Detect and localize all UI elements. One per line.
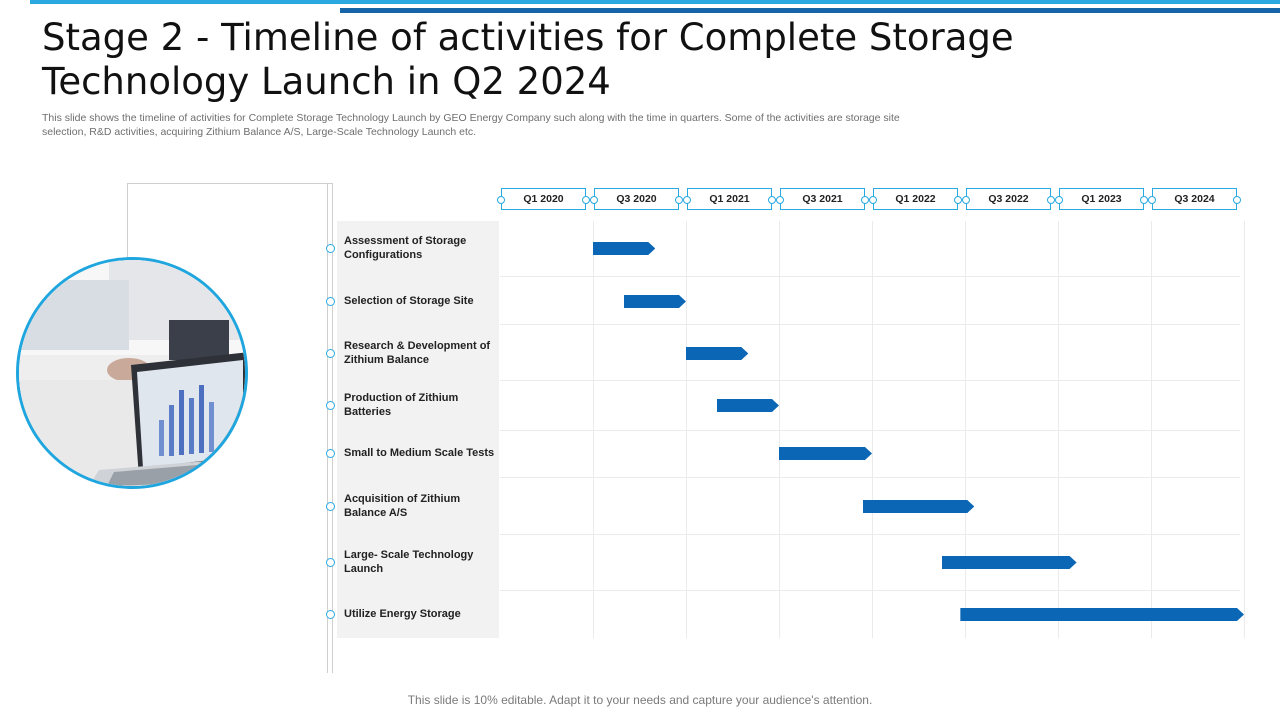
quarter-label: Q1 2022 [873, 188, 958, 210]
laptop-photo [16, 257, 248, 489]
timeline-rail [327, 183, 328, 673]
quarter-connector-dot [683, 196, 691, 204]
gantt-bar [717, 399, 779, 412]
grid-row-line [500, 477, 1240, 478]
quarter-label: Q3 2020 [594, 188, 679, 210]
frame-line-left [127, 183, 128, 259]
frame-line-top [127, 183, 333, 184]
gantt-bar [624, 295, 686, 308]
task-label: Research & Development of Zithium Balance [344, 340, 491, 366]
quarter-connector-dot [768, 196, 776, 204]
top-accent-bar [30, 0, 1280, 4]
grid-row-line [500, 430, 1240, 431]
quarter-connector-dot [954, 196, 962, 204]
quarter-connector-dot [675, 196, 683, 204]
grid-row-line [500, 534, 1240, 535]
quarter-connector-dot [776, 196, 784, 204]
timeline-dot [326, 244, 335, 253]
quarter-connector-dot [861, 196, 869, 204]
footer-note: This slide is 10% editable. Adapt it to your needs and capture your audience's attention. [407, 693, 873, 707]
quarter-connector-dot [1140, 196, 1148, 204]
quarter-connector-dot [1233, 196, 1241, 204]
quarter-label: Q3 2024 [1152, 188, 1237, 210]
quarter-connector-dot [1148, 196, 1156, 204]
laptop-illustration [19, 260, 245, 486]
timeline-dot [326, 449, 335, 458]
grid-column-line [1244, 221, 1245, 638]
top-accent-bar-dark [340, 8, 1280, 13]
gantt-bar [779, 447, 872, 460]
timeline-rail-inner [332, 183, 333, 673]
task-label: Utilize Energy Storage [344, 608, 461, 620]
grid-row-line [500, 324, 1240, 325]
quarter-connector-dot [869, 196, 877, 204]
quarter-label: Q3 2021 [780, 188, 865, 210]
timeline-dot [326, 610, 335, 619]
grid-row-line [500, 380, 1240, 381]
quarter-label: Q1 2021 [687, 188, 772, 210]
slide-title: Stage 2 - Timeline of activities for Complete Storage Technology Launch in Q2 2024 [42, 16, 1014, 103]
task-label: Acquisition of Zithium Balance A/S [344, 493, 461, 519]
task-label: Production of Zithium Batteries [344, 392, 459, 418]
timeline-dot [326, 502, 335, 511]
timeline-dot [326, 401, 335, 410]
quarter-connector-dot [1047, 196, 1055, 204]
grid-row-line [500, 276, 1240, 277]
quarter-connector-dot [497, 196, 505, 204]
gantt-bar [942, 556, 1077, 569]
quarter-connector-dot [1055, 196, 1063, 204]
gantt-bar [686, 347, 748, 360]
task-label: Small to Medium Scale Tests [344, 447, 495, 459]
quarter-label: Q1 2023 [1059, 188, 1144, 210]
timeline-dot [326, 297, 335, 306]
quarter-connector-dot [582, 196, 590, 204]
slide-subtitle: This slide shows the timeline of activities for Complete Storage Technology Launch by GEO Energy Company such along with the time in quarters. Some of the activities are storage site selection, R&D activities, acquiring Zithium Balance A/S, Large-Scale Technology Launch etc. [42, 112, 900, 138]
gantt-bar [960, 608, 1244, 621]
task-label: Selection of Storage Site [344, 295, 474, 307]
gantt-bar [593, 242, 655, 255]
quarter-label: Q3 2022 [966, 188, 1051, 210]
grid-row-line [500, 590, 1240, 591]
timeline-dot [326, 349, 335, 358]
quarter-label: Q1 2020 [501, 188, 586, 210]
timeline-dot [326, 558, 335, 567]
task-label: Large- Scale Technology Launch [344, 549, 474, 575]
gantt-bar [863, 500, 975, 513]
quarter-connector-dot [590, 196, 598, 204]
quarter-connector-dot [962, 196, 970, 204]
task-label: Assessment of Storage Configurations [344, 235, 467, 261]
